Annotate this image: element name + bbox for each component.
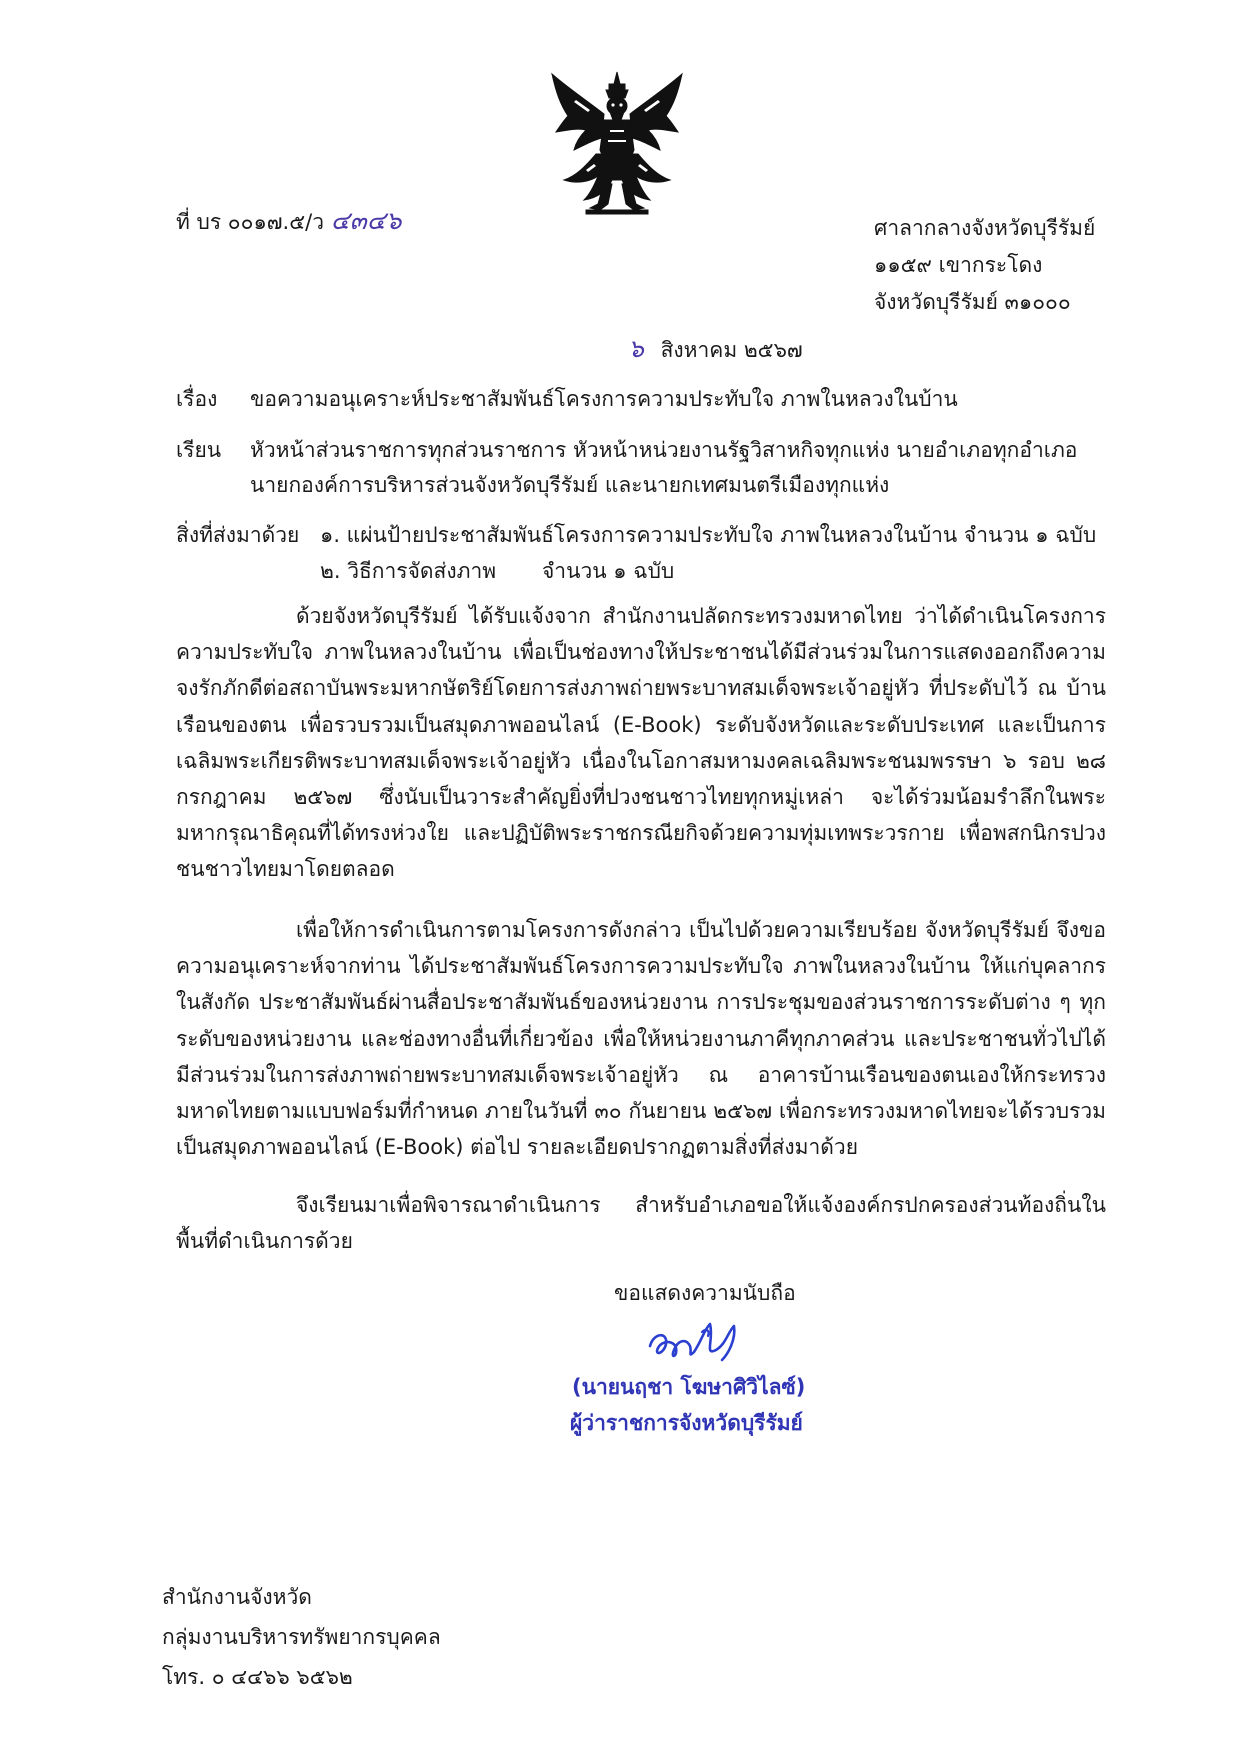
- subject-label: เรื่อง: [176, 387, 218, 411]
- recipient-label: เรียน: [176, 438, 222, 462]
- enclosures-label: สิ่งที่ส่งมาด้วย: [176, 523, 300, 547]
- signer-title: ผู้ว่าราชการจังหวัดบุรีรัมย์: [570, 1411, 803, 1435]
- recipient-line-1: หัวหน้าส่วนราชการทุกส่วนราชการ หัวหน้าหน่วยงานรัฐวิสาหกิจทุกแห่ง นายอำเภอทุกอำเภอ: [250, 438, 1078, 462]
- date-month-year: สิงหาคม ๒๕๖๗: [660, 338, 803, 362]
- enclosure-item-1: ๑. แผ่นป้ายประชาสัมพันธ์โครงการความประทับใจ ภาพในหลวงในบ้าน จำนวน ๑ ฉบับ: [320, 523, 1097, 547]
- recipient-line-2: นายกองค์การบริหารส่วนจังหวัดบุรีรัมย์ และนายกเทศมนตรีเมืองทุกแห่ง: [250, 473, 890, 497]
- reference-number: [176, 206, 402, 237]
- subject-text: ขอความอนุเคราะห์ประชาสัมพันธ์โครงการความประทับใจ ภาพในหลวงในบ้าน: [250, 387, 958, 411]
- garuda-emblem-icon: [546, 70, 688, 220]
- footer-department: สำนักงานจังหวัด: [162, 1585, 312, 1609]
- body-paragraph-3: จึงเรียนมาเพื่อพิจารณาดำเนินการ สำหรับอำเภอขอให้แจ้งองค์กรปกครองส่วนท้องถิ่นในพื้นที่ดำเนินการด้วย: [176, 1193, 1106, 1254]
- letter-date: [628, 334, 803, 365]
- office-city: จังหวัดบุรีรัมย์ ๓๑๐๐๐: [874, 290, 1071, 314]
- reference-handwritten-number: ๔๓๔๖: [330, 206, 402, 235]
- footer-division: กลุ่มงานบริหารทรัพยากรบุคคล: [162, 1625, 441, 1649]
- office-name: ศาลากลางจังหวัดบุรีรัมย์: [874, 216, 1096, 240]
- signer-name: (นายนฤชา โฆษาศิวิไลซ์): [572, 1375, 806, 1399]
- closing-salutation: ขอแสดงความนับถือ: [614, 1281, 796, 1305]
- body-paragraph-1: ด้วยจังหวัดบุรีรัมย์ ได้รับแจ้งจาก สำนักงานปลัดกระทรวงมหาดไทย ว่าได้ดำเนินโครงการความประทับใจ ภาพในหลวงในบ้าน เพื่อเป็นช่องทางให้ประชาชนได้มีส่วนร่วมในการแสดงออกถึงความจงรักภักดีต่อสถาบันพระมหากษัตริย์โดยการส่งภาพถ่ายพระบาทสมเด็จพระเจ้าอยู่หัว ที่ประดับไว้ ณ บ้านเรือนของตน เพื่อรวบรวมเป็นสมุดภาพออนไลน์ (E-Book) ระดับจังหวัดและระดับประเทศ และเป็นการเฉลิมพระเกียรติพระบาทสมเด็จพระเจ้าอยู่หัว เนื่องในโอกาสมหามงคลเฉลิมพระชนมพรรษา ๖ รอบ ๒๘ กรกฎาคม ๒๕๖๗ ซึ่งนับเป็นวาระสำคัญยิ่งที่ปวงชนชาวไทยทุกหมู่เหล่า จะได้ร่วมน้อมรำลึกในพระมหากรุณาธิคุณที่ได้ทรงห่วงใย และปฏิบัติพระราชกรณียกิจด้วยความทุ่มเทพระวรกาย เพื่อพสกนิกรปวงชนชาวไทยมาโดยตลอด: [176, 604, 1106, 882]
- date-day-handwritten: ๖: [628, 334, 644, 363]
- footer-phone: โทร. ๐ ๔๔๖๖ ๖๕๖๒: [162, 1665, 353, 1689]
- enclosure-item-2-qty: จำนวน ๑ ฉบับ: [542, 559, 675, 583]
- enclosure-item-2-name: ๒. วิธีการจัดส่งภาพ: [320, 559, 497, 583]
- reference-prefix: ที่ บร ๐๐๑๗.๕/ว: [176, 210, 324, 234]
- office-street: ๑๑๕๙ เขากระโดง: [874, 253, 1043, 277]
- body-paragraph-2: เพื่อให้การดำเนินการตามโครงการดังกล่าว เป็นไปด้วยความเรียบร้อย จังหวัดบุรีรัมย์ จึงขอความอนุเคราะห์จากท่าน ได้ประชาสัมพันธ์โครงการความประทับใจ ภาพในหลวงในบ้าน ให้แก่บุคลากรในสังกัด ประชาสัมพันธ์ผ่านสื่อประชาสัมพันธ์ของหน่วยงาน การประชุมของส่วนราชการระดับต่าง ๆ ทุกระดับของหน่วยงาน และช่องทางอื่นที่เกี่ยวข้อง เพื่อให้หน่วยงานภาคีทุกภาคส่วน และประชาชนทั่วไปได้มีส่วนร่วมในการส่งภาพถ่ายพระบาทสมเด็จพระเจ้าอยู่หัว ณ อาคารบ้านเรือนของตนเองให้กระทรวงมหาดไทยตามแบบฟอร์มที่กำหนด ภายในวันที่ ๓๐ กันยายน ๒๕๖๗ เพื่อกระทรวงมหาดไทยจะได้รวบรวมเป็นสมุดภาพออนไลน์ (E-Book) ต่อไป รายละเอียดปรากฏตามสิ่งที่ส่งมาด้วย: [176, 918, 1106, 1160]
- signature-icon: [644, 1310, 744, 1370]
